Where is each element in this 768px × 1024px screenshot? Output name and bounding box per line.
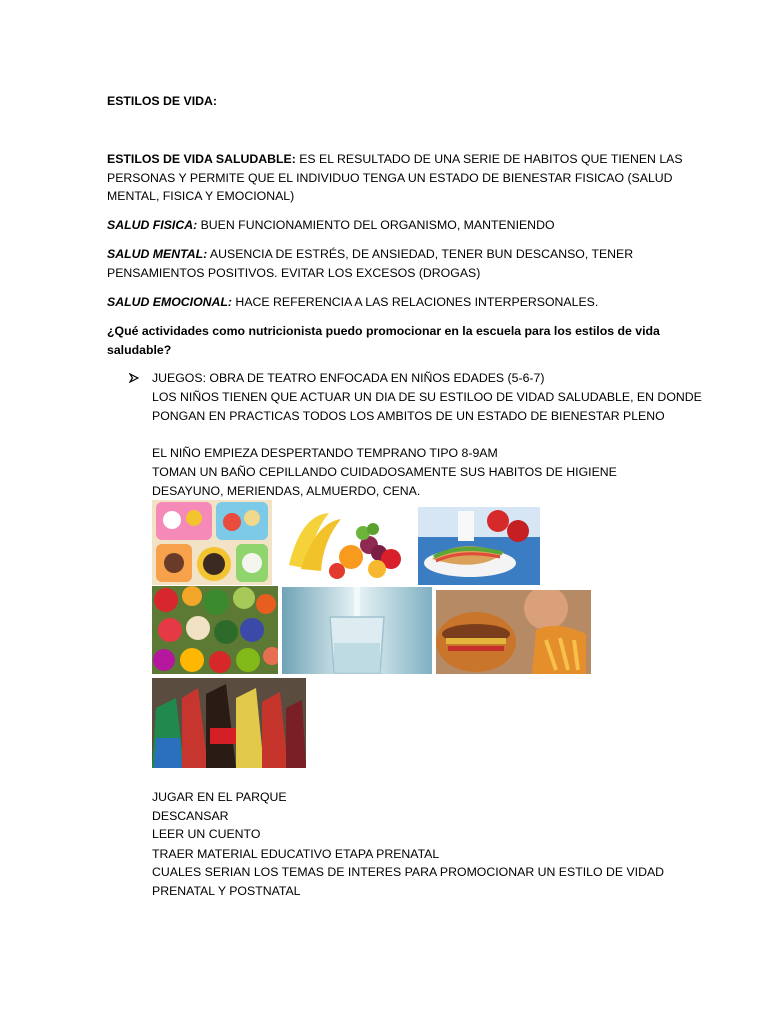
bullet-line-3: PONGAN EN PRACTICAS TODOS LOS AMBITOS DE UN ESTADO DE BIENESTAR PLENO (152, 409, 665, 423)
after-line-1: JUGAR EN EL PARQUE (152, 790, 287, 804)
after-line-2: DESCANSAR (152, 808, 229, 823)
healthy-lifestyle-line-1: ESTILOS DE VIDA SALUDABLE: ES EL RESULTADO DE UNA SERIE DE HABITOS QUE TIENEN LAS (107, 152, 683, 166)
sandwich-and-apples-photo (418, 507, 540, 585)
emotional-health-paragraph: SALUD EMOCIONAL: HACE REFERENCIA A LAS RELACIONES INTERPERSONALES. (107, 295, 599, 309)
water-glass-photo (282, 587, 432, 674)
physical-health-paragraph: SALUD FISICA: BUEN FUNCIONAMIENTO DEL ORGANISMO, MANTENIENDO (107, 218, 555, 232)
question-line-2: saludable? (107, 343, 172, 357)
soda-bottles-photo (152, 678, 306, 768)
lunch-box-photo (152, 500, 272, 585)
bullet-line-2: LOS NIÑOS TIENEN QUE ACTUAR UN DIA DE SU ESTILOO DE VIDAD SALUDABLE, EN DONDE (152, 390, 702, 404)
vegetables-photo (152, 586, 278, 674)
fruit-photo (281, 505, 411, 582)
healthy-lifestyle-line-2: PERSONAS Y PERMITE QUE EL INDIVIDUO TENGA UN ESTADO DE BIENESTAR FISICAO (SALUD (107, 170, 673, 185)
bullet-line-5: TOMAN UN BAÑO CEPILLANDO CUIDADOSAMENTE SUS HABITOS DE HIGIENE (152, 465, 617, 479)
bullet-line-6: DESAYUNO, MERIENDAS, ALMUERDO, CENA. (152, 484, 421, 498)
junk-food-photo (436, 590, 591, 674)
mental-health-line-2: PENSAMIENTOS POSITIVOS. EVITAR LOS EXCESOS (DROGAS) (107, 265, 481, 280)
healthy-lifestyle-label: ESTILOS DE VIDA SALUDABLE: (107, 152, 296, 166)
after-line-6: PRENATAL Y POSTNATAL (152, 884, 301, 898)
after-line-4: TRAER MATERIAL EDUCATIVO ETAPA PRENATAL (152, 846, 440, 861)
arrow-bullet-icon (129, 373, 139, 383)
physical-health-label: SALUD FISICA: (107, 218, 198, 232)
question-line-1: ¿Qué actividades como nutricionista puedo promocionar en la escuela para los estilos de vida (107, 324, 660, 338)
bullet-line-1: JUEGOS: OBRA DE TEATRO ENFOCADA EN NIÑOS EDADES (5-6-7) (152, 371, 545, 385)
after-line-3: LEER UN CUENTO (152, 827, 261, 841)
emotional-health-label: SALUD EMOCIONAL: (107, 295, 233, 309)
after-line-5: CUALES SERIAN LOS TEMAS DE INTERES PARA PROMOCIONAR UN ESTILO DE VIDAD (152, 865, 665, 879)
mental-health-line-1: SALUD MENTAL: AUSENCIA DE ESTRÉS, DE ANSIEDAD, TENER BUN DESCANSO, TENER (107, 247, 634, 261)
bullet-line-4: EL NIÑO EMPIEZA DESPERTANDO TEMPRANO TIPO 8-9AM (152, 446, 498, 460)
document-title: ESTILOS DE VIDA: (107, 94, 217, 108)
healthy-lifestyle-line-3: MENTAL, FISICA Y EMOCIONAL) (107, 189, 295, 203)
mental-health-label: SALUD MENTAL: (107, 247, 208, 261)
